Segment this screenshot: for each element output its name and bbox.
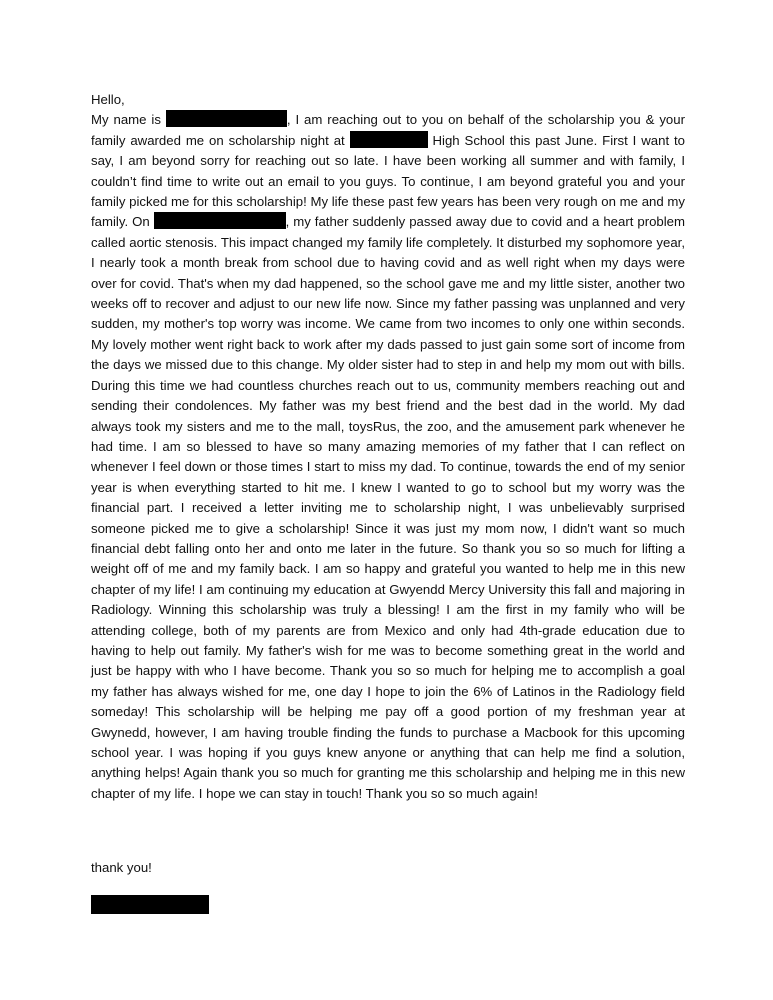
letter-body xyxy=(91,110,685,804)
letter xyxy=(91,90,685,914)
body-segment-3: High School this past June. First I want to say, I am beyond sorry for reaching out so late. I have been working all summer and with family, I couldn’t find time to write out an email to you guys. To continue, I am beyond grateful you and your family picked me for this scholarship! My life these past few years has been very rough on me and my family. On xyxy=(91,132,685,230)
greeting: Hello, xyxy=(91,92,125,107)
redacted-school-name xyxy=(350,131,428,148)
redacted-name xyxy=(166,110,287,127)
body-segment-4: , my father suddenly passed away due to covid and a heart problem called aortic stenosis. This impact changed my family life completely. It disturbed my sophomore year, I nearly took a month break from school due to having covid and as well right when my days were over for covid. That's when my dad happened, so the school gave me and my little sister, another two weeks off to recover and adjust to our new life now. Since my father passing was unplanned and very sudden, my mother's top worry was income. We came from two incomes to only one within seconds. My lovely mother went right back to work after my dads passed to just gain some sort of income from the days we missed due to this change. My older sister had to step in and help my mom out with bills. During this time we had countless churches reach out to us, community members reaching out and sending their condolences. My father was my best friend and the best dad in the world. My dad always took my sisters and me to the mall, toysRus, the zoo, and the amusement park whenever he had time. I am so blessed to have so many amazing memories of my father that I can reflect on whenever I feel down or those times I start to miss my dad. To continue, towards the end of my senior year is when everything started to hit me. I knew I wanted to go to school but my worry was the financial part. I received a letter inviting me to scholarship night, I was unbelievably surprised someone picked me to give a scholarship! Since it was just my mom now, I didn't want so much financial debt falling onto her and onto me later in the future. So thank you so so much for lifting a weight off of me and my family back. I am so happy and grateful you wanted to help me in this new chapter of my life! I am continuing my education at Gwyendd Mercy University this fall and majoring in Radiology. Winning this scholarship was truly a blessing! I am the first in my family who will be attending college, both of my parents are from Mexico and only had 4th-grade education due to having to help out family. My father's wish for me was to become something great in the world and just be happy with who I have become. Thank you so so much for helping me to accomplish a goal my father has always wished for me, one day I hope to join the 6% of Latinos in the Radiology field someday! This scholarship will be helping me pay off a good portion of my freshman year at Gwynedd, however, I am having trouble finding the funds to purchase a Macbook for this upcoming school year. I was hoping if you guys knew anyone or anything that can help me find a solution, anything helps! Again thank you so much for granting me this scholarship and helping me in this new chapter of my life. I hope we can stay in touch! Thank you so so much again! xyxy=(91,214,686,801)
redacted-signature xyxy=(91,895,209,914)
body-segment-2: , I am reaching out to you on behalf of the scholarship you & your family awarded me on scholarship night at xyxy=(91,112,685,148)
closing: thank you! xyxy=(91,860,152,876)
redacted-date xyxy=(154,212,286,229)
body-segment-1: My name is xyxy=(91,112,166,128)
